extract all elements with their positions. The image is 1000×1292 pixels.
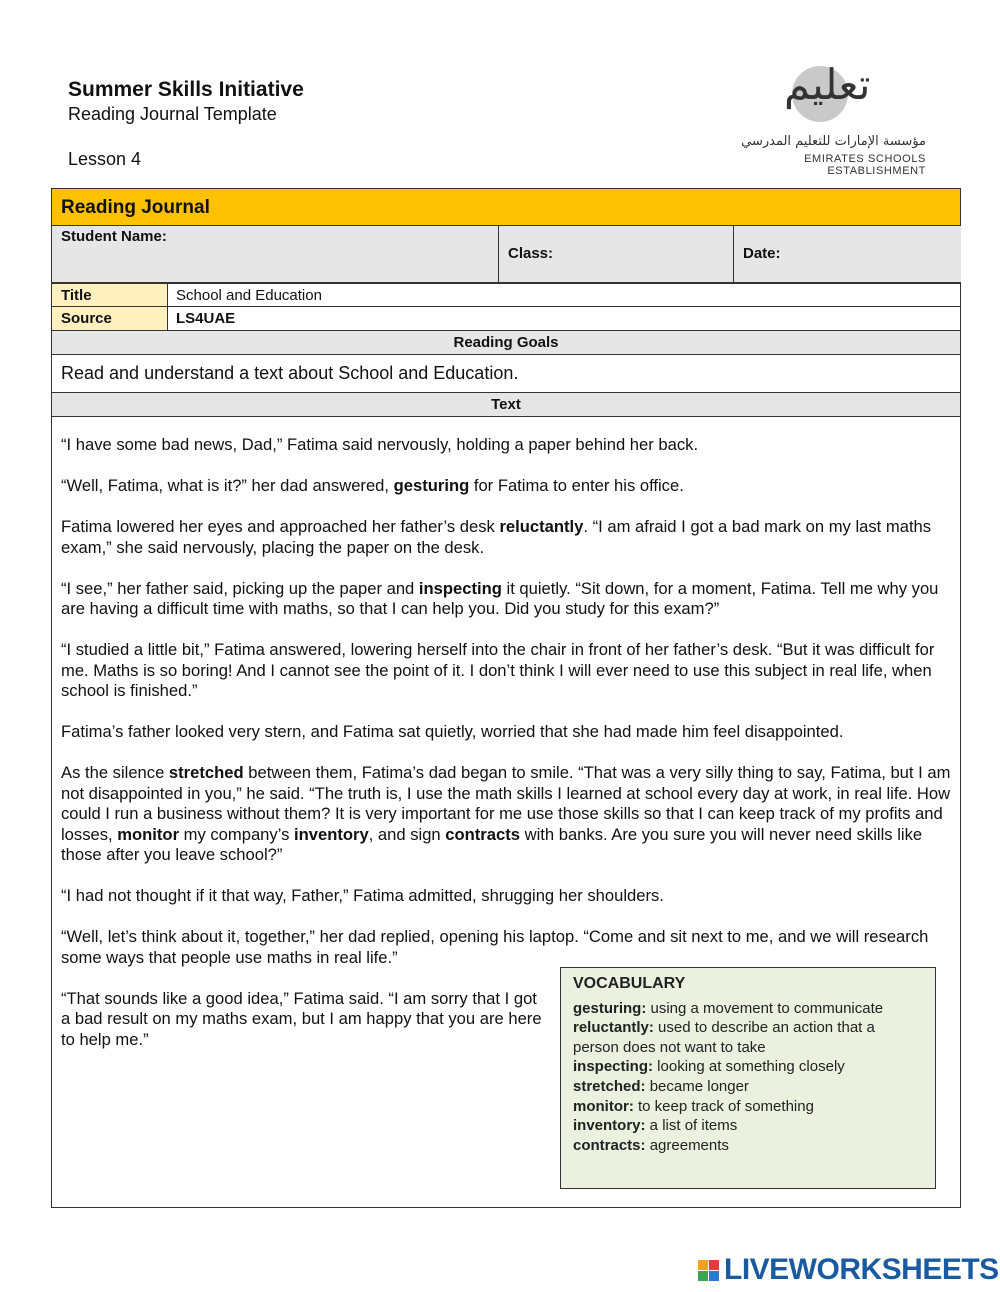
document-title: Summer Skills Initiative [68, 78, 304, 101]
ese-logo [712, 60, 932, 177]
class-field[interactable] [499, 226, 734, 282]
liveworksheets-blocks-icon [698, 1260, 720, 1282]
source-value: LS4UAE [176, 310, 236, 327]
date-field[interactable] [734, 226, 961, 282]
reading-journal-table [51, 188, 961, 1208]
journal-heading: Reading Journal [52, 189, 960, 226]
story-paragraph: “I have some bad news, Dad,” Fatima said nervously, holding a paper behind her back. [61, 435, 699, 454]
story-paragraph: “I see,” her father said, picking up the paper and inspecting it quietly. “Sit down, for a moment, Fatima. Tell me why you are having a difficult time with maths, so that I can help you. Did you study for this exam?” [61, 578, 939, 618]
logo-glyph: تعليم [784, 60, 871, 109]
vocabulary-item: contracts: agreements [573, 1136, 729, 1154]
reading-goals-text: Read and understand a text about School and Education. [52, 355, 960, 393]
story-paragraph: As the silence stretched between them, Fatima’s dad began to smile. “That was a very silly thing to say, Fatima, but I am not disappointed in you,” he said. “The truth is, I use the math skills I learned at school every day at work, in real life. How could I run a business without them? It is very important for me use those skills so that I can keep track of my profits and losses, monitor my company’s inventory, and sign contracts with banks. Are you sure you will never need skills like those after you leave school?” [61, 763, 951, 864]
class-label: Class: [508, 245, 554, 262]
student-name-label: Student Name: [61, 228, 167, 245]
document-subtitle: Reading Journal Template [68, 104, 277, 124]
vocabulary-box [560, 967, 936, 1189]
date-label: Date: [743, 245, 781, 262]
reading-goals-heading: Reading Goals [52, 331, 960, 355]
vocabulary-item: monitor: to keep track of something [573, 1097, 814, 1115]
vocabulary-item: stretched: became longer [573, 1077, 749, 1095]
text-heading: Text [52, 393, 960, 417]
story-paragraph: “Well, let’s think about it, together,” her dad replied, opening his laptop. “Come and sit next to me, and we will research some ways that people use maths in real life.” [61, 927, 929, 967]
logo-arabic-name: مؤسسة الإمارات للتعليم المدرسي [741, 134, 926, 149]
story-paragraph: “I studied a little bit,” Fatima answered, lowering herself into the chair in front of her father’s desk. “But it was difficult for me. Maths is so boring! And I cannot see the point of it. I don’t think I will ever need to use this subject in real life, when school is finished.” [61, 640, 935, 700]
source-row [52, 307, 960, 331]
lesson-label: Lesson 4 [68, 149, 142, 169]
story-paragraph: Fatima lowered her eyes and approached her father’s desk reluctantly. “I am afraid I got a bad mark on my last maths exam,” she said nervously, placing the paper on the desk. [61, 517, 932, 557]
source-label: Source [52, 307, 168, 330]
logo-english-name: EMIRATES SCHOOLS ESTABLISHMENT [804, 153, 926, 177]
student-info-row [52, 226, 960, 283]
title-row [52, 283, 960, 307]
vocabulary-item: inventory: a list of items [573, 1117, 738, 1135]
story-paragraph: “I had not thought if it that way, Father,” Fatima admitted, shrugging her shoulders. [61, 886, 664, 905]
title-value: School and Education [176, 287, 322, 304]
vocabulary-item: reluctantly: used to describe an action that a person does not want to take [573, 1019, 875, 1056]
student-name-field[interactable] [52, 226, 499, 282]
vocabulary-item: inspecting: looking at something closely [573, 1058, 845, 1076]
story-paragraph: “Well, Fatima, what is it?” her dad answered, gesturing for Fatima to enter his office. [61, 476, 684, 495]
story-paragraph: Fatima’s father looked very stern, and Fatima sat quietly, worried that she had made him feel disappointed. [61, 722, 844, 741]
vocabulary-item: gesturing: using a movement to communicate [573, 999, 884, 1017]
liveworksheets-wordmark: LIVEWORKSHEETS [724, 1253, 999, 1286]
title-label: Title [52, 284, 168, 306]
vocabulary-title: VOCABULARY [573, 975, 686, 992]
story-paragraph: “That sounds like a good idea,” Fatima said. “I am sorry that I got a bad result on my maths exam, but I am happy that you are here to help me.” [61, 988, 542, 1049]
